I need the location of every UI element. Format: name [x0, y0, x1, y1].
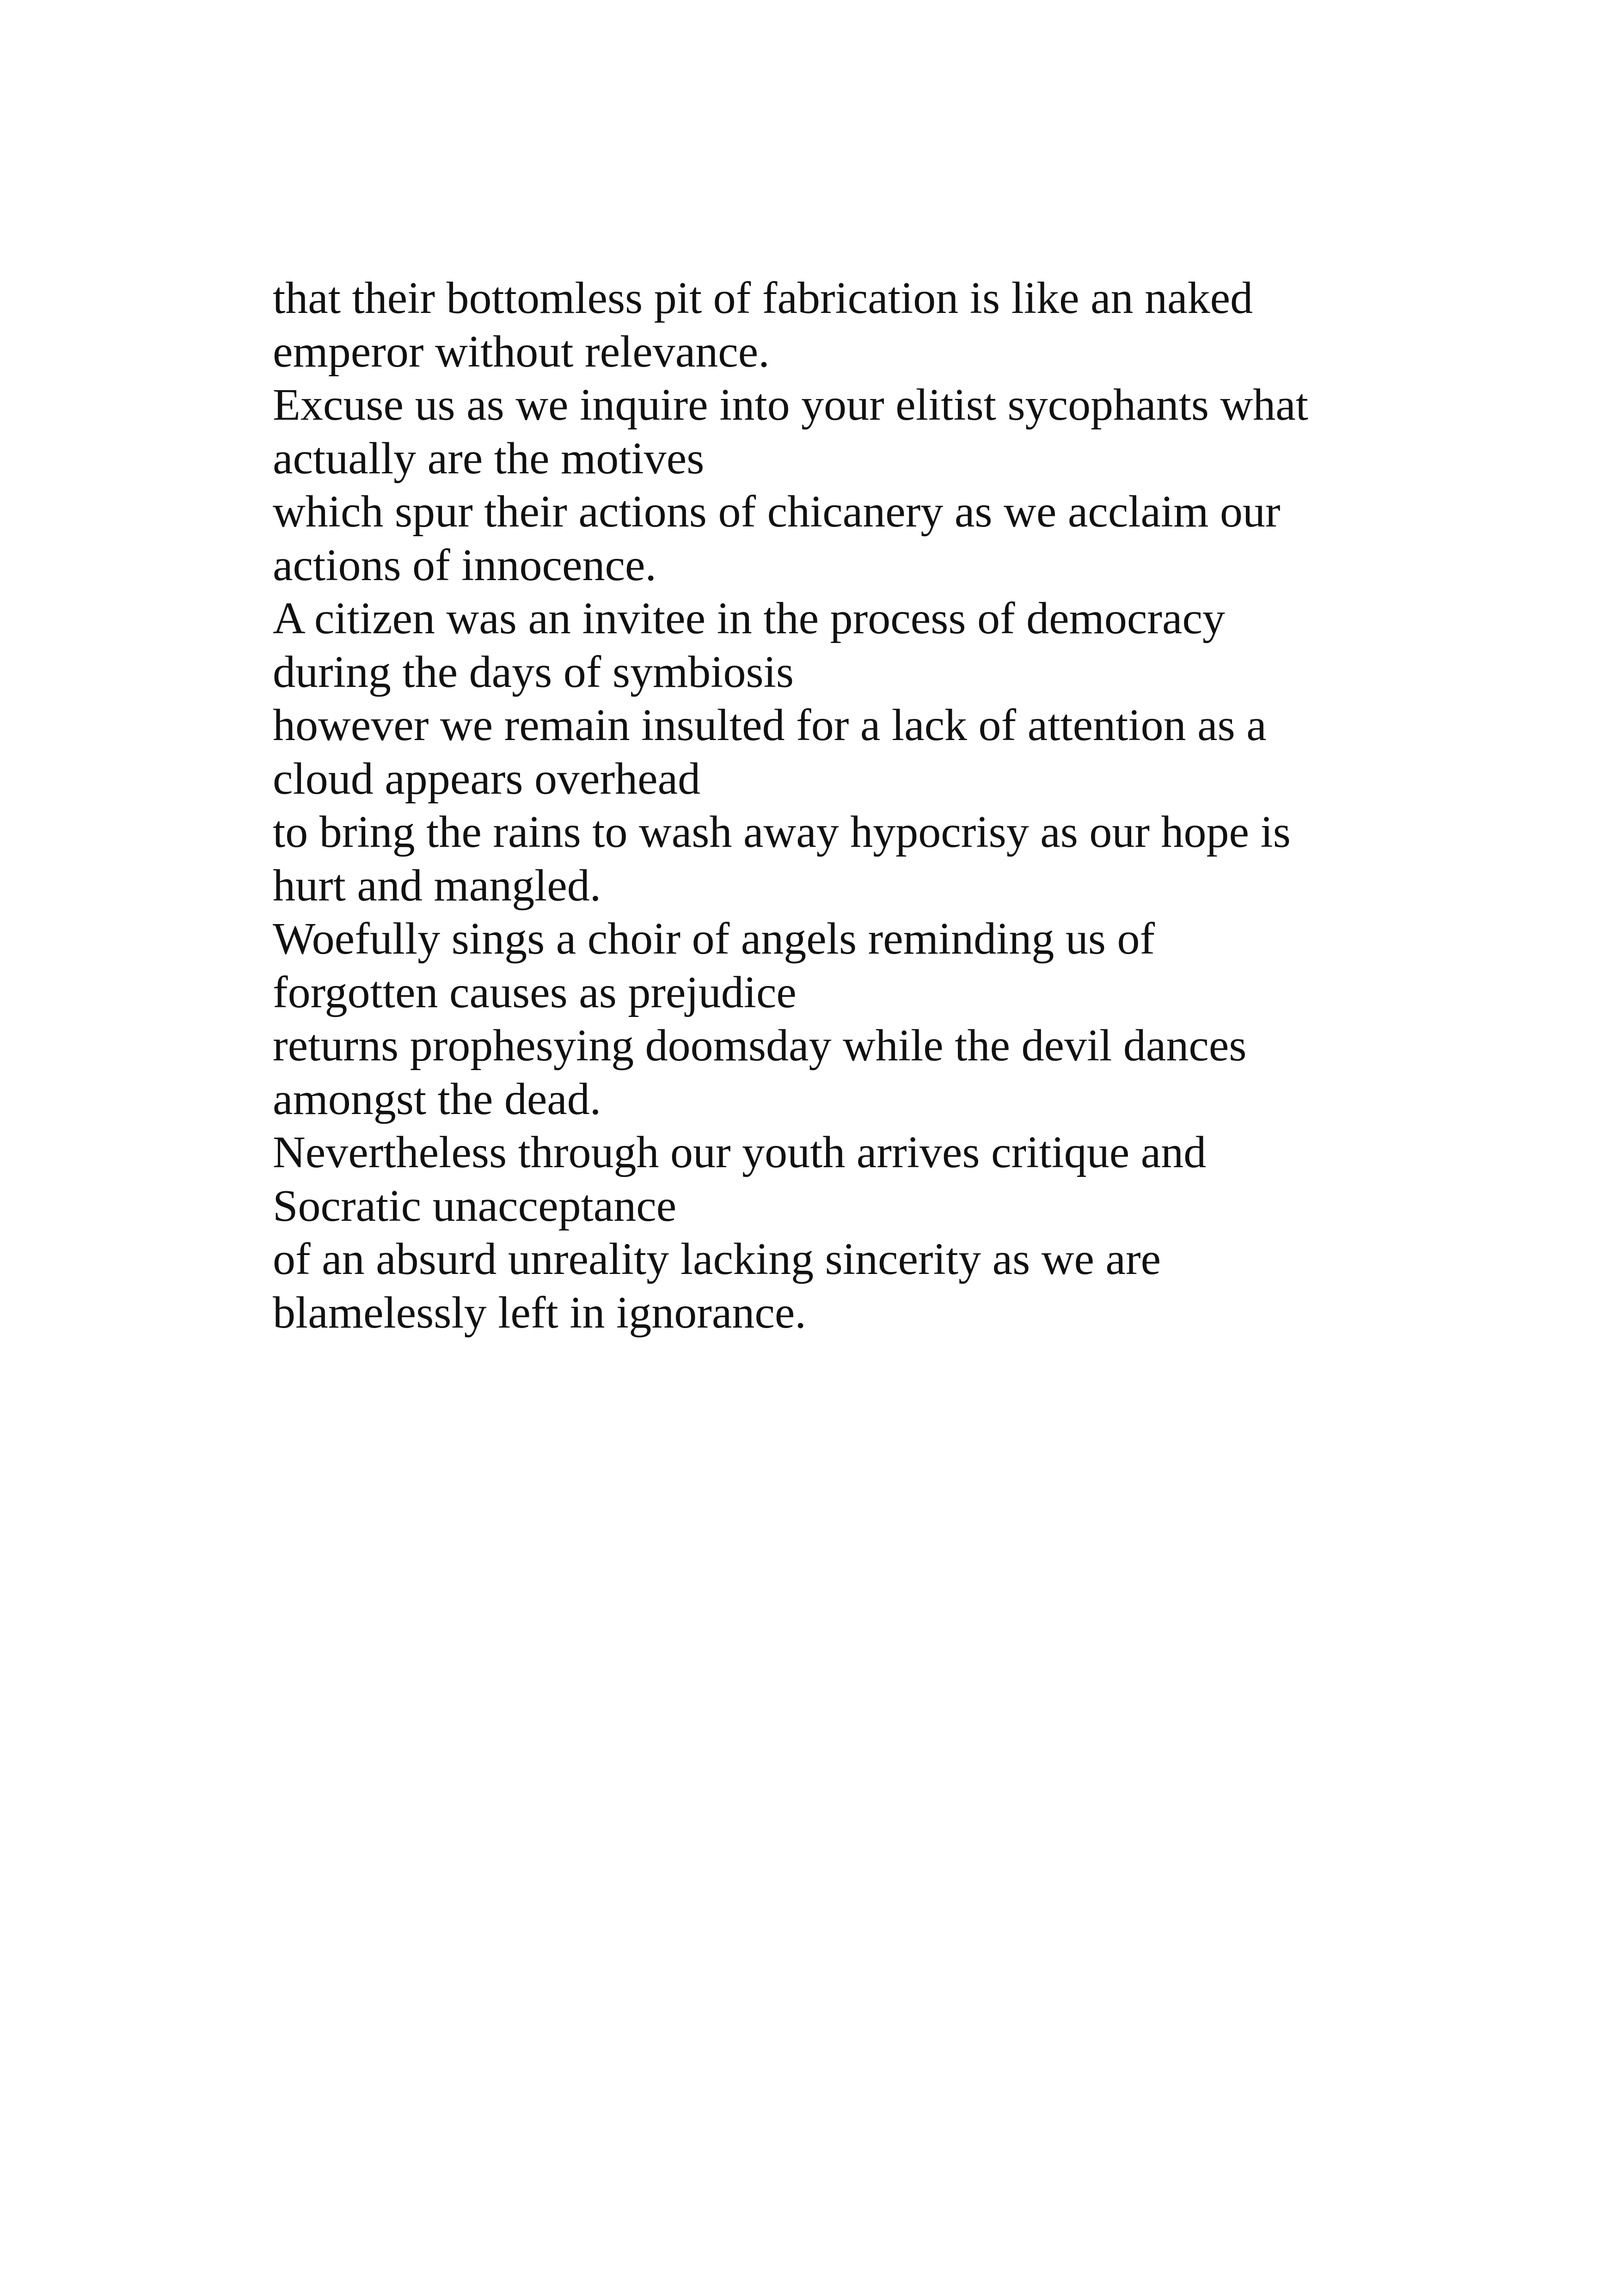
text-line: blamelessly left in ignorance.	[273, 1287, 806, 1338]
text-line: to bring the rains to wash away hypocrisy as our hope is	[273, 807, 1291, 857]
text-line: returns prophesying doomsday while the devil dances	[273, 1021, 1247, 1071]
text-line: Socratic unacceptance	[273, 1181, 677, 1231]
text-line: during the days of symbiosis	[273, 647, 794, 697]
text-line: that their bottomless pit of fabrication is like an naked	[273, 273, 1253, 323]
text-line: Woefully sings a choir of angels reminding us of	[273, 914, 1155, 964]
text-line: amongst the dead.	[273, 1074, 601, 1124]
poem-text	[273, 272, 1382, 1340]
text-line: emperor without relevance.	[273, 326, 770, 377]
text-line: which spur their actions of chicanery as we acclaim our	[273, 487, 1281, 537]
text-line: A citizen was an invitee in the process of democracy	[273, 594, 1225, 643]
text-line: however we remain insulted for a lack of attention as a	[273, 700, 1267, 750]
text-line: Nevertheless through our youth arrives critique and	[273, 1127, 1207, 1177]
text-line: of an absurd unreality lacking sincerity as we are	[273, 1234, 1161, 1284]
text-line: hurt and mangled.	[273, 860, 601, 911]
text-line: forgotten causes as prejudice	[273, 967, 797, 1017]
text-line: cloud appears overhead	[273, 753, 701, 804]
text-line: actions of innocence.	[273, 540, 656, 590]
text-line: Excuse us as we inquire into your elitist sycophants what	[273, 380, 1308, 430]
text-line: actually are the motives	[273, 433, 705, 484]
